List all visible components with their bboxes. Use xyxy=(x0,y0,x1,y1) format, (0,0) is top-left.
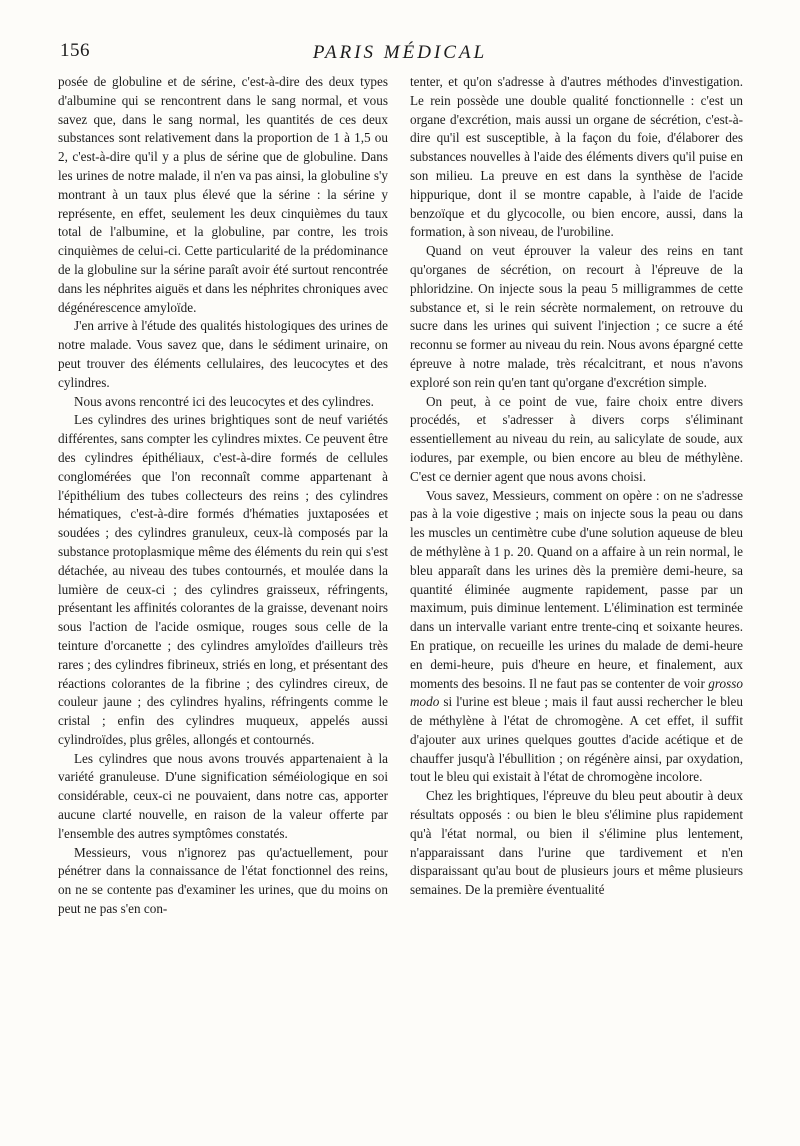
paragraph-text: si l'urine est bleue ; mais il faut aussi rechercher le bleu de méthylène à l'état de chromogène. A cet effet, il suffit d'ajouter aux urines quelques gouttes d'acide acétique et de chauffer jusqu'à l'ébullition ; on régénère ainsi, par oxydation, tout le bleu qui existait à l'état de chromogène incolore. xyxy=(410,694,744,785)
paragraph: On peut, à ce point de vue, faire choix entre divers procédés, et s'adresser à divers corps s'éliminant essentiellement au niveau du rein, au salicylate de soude, aux iodures, par exemple, ou bien encore au bleu de méthylène. C'est ce dernier agent que nous avons choisi. xyxy=(410,393,743,484)
left-column xyxy=(58,73,388,919)
right-column xyxy=(410,73,743,900)
paragraph xyxy=(410,487,743,788)
italic-phrase: grosso modo xyxy=(410,675,743,710)
paragraph: J'en arrive à l'étude des qualités histologiques des urines de notre malade. Vous savez que, dans le sédiment urinaire, on peut trouver des éléments cellulaires, des leucocytes et des cylindres. xyxy=(58,318,388,390)
paragraph: posée de globuline et de sérine, c'est-à-dire des deux types d'albumine qui se rencontrent dans le sang normal, et vous savez que, dans le sang normal, les quantités de ces deux substances sont relativement dans la proportion de 1 à 1,5 ou 2, c'est-à-dire qu'il y a plus de sérine que de globuline. Dans les urines de notre malade, il n'en va pas ainsi, la globuline s'y montrant à un taux plus élevé que la sérine : la sérine y représente, en effet, seulement les deux cinquièmes du taux total de l'albumine, et la globuline, par contre, les trois cinquièmes de celui-ci. Cette particularité de la prédominance de la globuline sur la sérine paraît avoir été surtout rencontrée dans les néphrites aiguës et dans les néphrites chroniques avec dégénérescence amyloïde. xyxy=(58,74,388,315)
paragraph: tenter, et qu'on s'adresse à d'autres méthodes d'investigation. Le rein possède une double qualité fonctionnelle : c'est un organe d'excrétion, mais aussi un organe de sécrétion, c'est-à-dire qu'il est susceptible, à la façon du foie, d'élaborer des substances nouvelles à l'aide des éléments divers qu'il puise en son milieu. La preuve en est dans la synthèse de l'acide hippurique, dont il se montre capable, à l'aide de l'acide benzoïque et du glycocolle, ou bien encore, aussi, dans la formation, à son niveau, de l'urobiline. xyxy=(410,74,743,240)
paragraph: Messieurs, vous n'ignorez pas qu'actuellement, pour pénétrer dans la connaissance de l'état fonctionnel des reins, on ne se contente pas d'examiner les urines, que du moins on peut ne pas s'en con- xyxy=(58,844,388,917)
paragraph-text: Vous savez, Messieurs, comment on opère : on ne s'adresse pas à la voie digestive ; mais on injecte sous la peau ou dans les muscles un centimètre cube d'une solution aqueuse de bleu de méthylène à 1 p. 20. Quand on a affaire à un rein normal, le bleu apparaît dans les urines dès la première demi-heure, sa quantité éliminée augmente rapidement, passe par un maximum, puis diminue lentement. L'élimination est terminée dans un intervalle variant entre trente-cinq et soixante heures. En pratique, on recueille les urines du malade de demi-heure en demi-heure, puis d'heure en heure, et finalement, aux moments des besoins. Il ne faut pas se contenter de voir xyxy=(410,487,743,691)
page-number: 156 xyxy=(60,40,90,61)
paragraph: Les cylindres que nous avons trouvés appartenaient à la variété granuleuse. D'une signification séméiologique en soi considérable, ceux-ci ne pouvaient, dans notre cas, apporter aucune clarté nouvelle, en raison de la valeur offerte par l'ensemble des autres symptômes constatés. xyxy=(58,750,388,841)
paragraph: Quand on veut éprouver la valeur des reins en tant qu'organes de sécrétion, on recourt à l'épreuve de la phloridzine. On injecte sous la peau 5 milligrammes de cette substance et, si le rein sécrète normalement, on retrouve du sucre dans les urines qui suivent l'injection ; ce sucre a été reconnu se former au niveau du rein. Nous avons épargné cette épreuve à notre malade, très récalcitrant, et nous n'avons exploré son rein qu'en tant qu'organe d'excrétion simple. xyxy=(410,243,743,390)
paragraph: Les cylindres des urines brightiques sont de neuf variétés différentes, sans compter les cylindres mixtes. Ce peuvent être des cylindres épithéliaux, c'est-à-dire formés de cellules conglomérées que l'on reconnaît comme appartenant à l'épithélium des tubes collecteurs des reins ; des cylindres hématiques, c'est-à-dire formés d'hématies juxtaposées et soudées ; des cylindres granuleux, ceux-là composés par la substance protoplasmique même des éléments du rein qui s'est détachée, au niveau des tubes contournés, et moulée dans la lumière de ceux-ci ; des cylindres graisseux, réfringents, présentant les affinités colorantes de la graisse, devenant noirs sous l'action de l'acide osmique, rouges sous celle de la teinture d'orcanette ; des cylindres amyloïdes d'ailleurs très rares ; des cylindres fibrineux, striés en long, et présentant des réactions colorantes de la fibrine ; des cylindres cireux, de couleur jaune ; des cylindres hyalins, réfringents comme le cristal ; enfin des cylindres muqueux, appelés aussi cylindroïdes, plus grêles, allongés et contournés. xyxy=(58,412,388,747)
paragraph: Nous avons rencontré ici des leucocytes et des cylindres. xyxy=(74,393,374,409)
paragraph: Chez les brightiques, l'épreuve du bleu peut aboutir à deux résultats opposés : ou bien le bleu s'élimine plus rapidement qu'à l'état normal, ou bien il s'élimine plus lentement, n'apparaissant dans l'urine que tardivement et n'en disparaissant qu'au bout de plusieurs jours et même plusieurs semaines. De la première éventualité xyxy=(410,788,743,898)
journal-title: PARIS MÉDICAL xyxy=(312,42,488,63)
